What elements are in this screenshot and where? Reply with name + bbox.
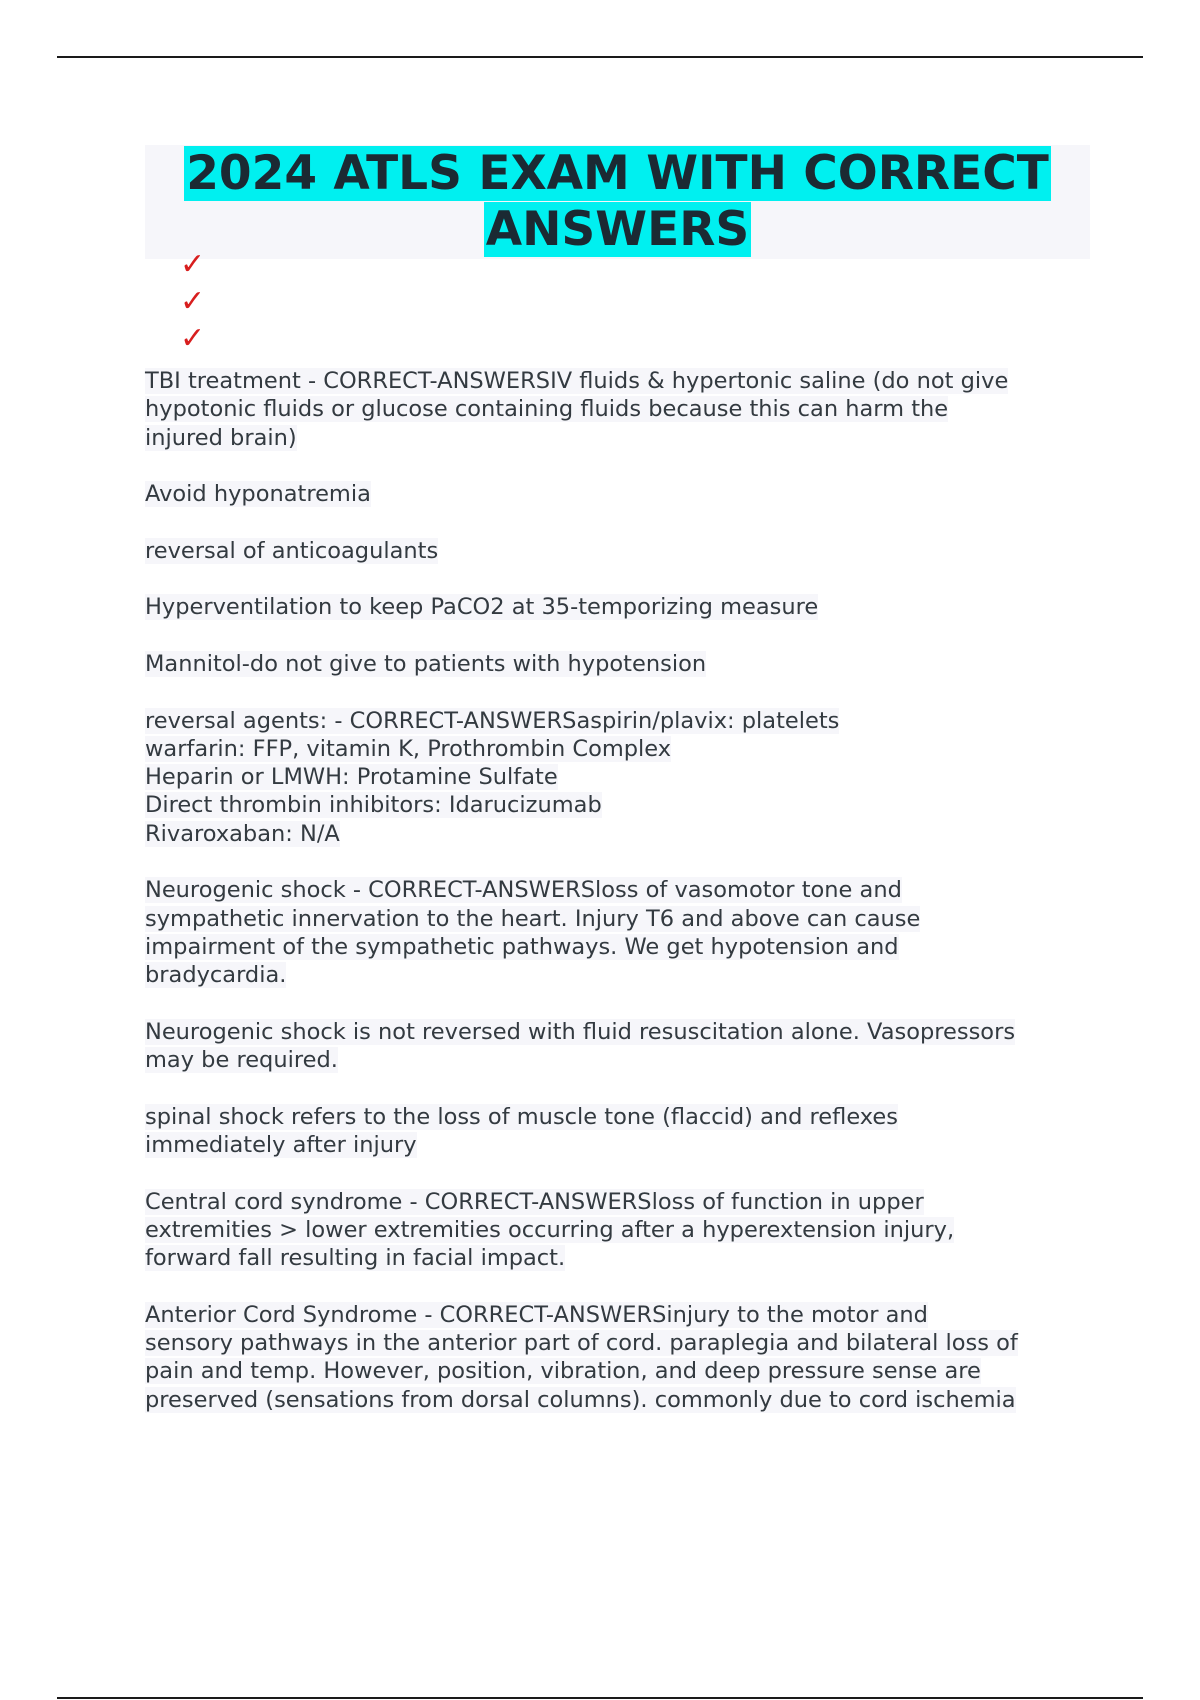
bottom-rule bbox=[57, 1697, 1143, 1699]
paragraph-hyperventilation bbox=[145, 593, 1095, 621]
paragraph-reversal-agents bbox=[145, 707, 1095, 848]
text-line: sympathetic innervation to the heart. Injury T6 and above can cause bbox=[145, 905, 921, 932]
text-line: Heparin or LMWH: Protamine Sulfate bbox=[145, 764, 558, 791]
text-line: Hyperventilation to keep PaCO2 at 35-temporizing measure bbox=[145, 594, 819, 621]
text-line: pain and temp. However, position, vibration, and deep pressure sense are bbox=[145, 1358, 981, 1385]
paragraph-mannitol bbox=[145, 650, 1095, 678]
title-line-2: ANSWERS bbox=[485, 202, 750, 257]
text-line: impairment of the sympathetic pathways. We get hypotension and bbox=[145, 933, 899, 960]
paragraph-reversal-anticoagulants bbox=[145, 537, 1095, 565]
text-line: may be required. bbox=[145, 1047, 338, 1074]
text-line: Rivaroxaban: N/A bbox=[145, 820, 340, 847]
check-mark-icon: ✓ bbox=[180, 321, 206, 356]
text-line: Avoid hyponatremia bbox=[145, 481, 371, 508]
text-line: Neurogenic shock is not reversed with fluid resuscitation alone. Vasopressors bbox=[145, 1018, 1016, 1045]
text-line: Mannitol-do not give to patients with hypotension bbox=[145, 650, 707, 677]
text-line: spinal shock refers to the loss of muscle tone (flaccid) and reflexes bbox=[145, 1103, 898, 1130]
paragraph-neurogenic-shock bbox=[145, 876, 1095, 989]
page-title bbox=[145, 145, 1090, 258]
check-mark-icon: ✓ bbox=[180, 247, 206, 282]
text-line: reversal agents: - CORRECT-ANSWERSaspirin/plavix: platelets bbox=[145, 707, 840, 734]
check-mark-icon: ✓ bbox=[180, 284, 206, 319]
text-line: extremities > lower extremities occurring after a hyperextension injury, bbox=[145, 1216, 955, 1243]
paragraph-tbi-treatment bbox=[145, 367, 1095, 452]
text-line: hypotonic fluids or glucose containing fluids because this can harm the bbox=[145, 396, 949, 423]
title-line-1: 2024 ATLS EXAM WITH CORRECT bbox=[186, 146, 1049, 201]
paragraph-central-cord-syndrome bbox=[145, 1188, 1095, 1273]
paragraph-avoid-hyponatremia bbox=[145, 480, 1095, 508]
text-line: immediately after injury bbox=[145, 1132, 417, 1159]
text-line: preserved (sensations from dorsal columns). commonly due to cord ischemia bbox=[145, 1386, 1016, 1413]
paragraph-neurogenic-shock-fluids bbox=[145, 1018, 1095, 1075]
title-block bbox=[145, 145, 1090, 259]
check-marks bbox=[180, 246, 220, 357]
text-line: Direct thrombin inhibitors: Idarucizumab bbox=[145, 792, 602, 819]
text-line: sensory pathways in the anterior part of cord. paraplegia and bilateral loss of bbox=[145, 1330, 1018, 1357]
text-line: Anterior Cord Syndrome - CORRECT-ANSWERSinjury to the motor and bbox=[145, 1301, 928, 1328]
text-line: Central cord syndrome - CORRECT-ANSWERSloss of function in upper bbox=[145, 1188, 924, 1215]
text-line: forward fall resulting in facial impact. bbox=[145, 1245, 566, 1272]
paragraph-spinal-shock bbox=[145, 1103, 1095, 1160]
text-line: Neurogenic shock - CORRECT-ANSWERSloss of vasomotor tone and bbox=[145, 877, 902, 904]
text-line: TBI treatment - CORRECT-ANSWERSIV fluids & hypertonic saline (do not give bbox=[145, 368, 1009, 394]
top-rule bbox=[57, 56, 1143, 58]
document-body bbox=[145, 367, 1095, 1442]
text-line: warfarin: FFP, vitamin K, Prothrombin Complex bbox=[145, 735, 672, 762]
text-line: injured brain) bbox=[145, 424, 297, 451]
text-line: reversal of anticoagulants bbox=[145, 537, 439, 564]
paragraph-anterior-cord-syndrome bbox=[145, 1301, 1095, 1414]
text-line: bradycardia. bbox=[145, 962, 287, 989]
